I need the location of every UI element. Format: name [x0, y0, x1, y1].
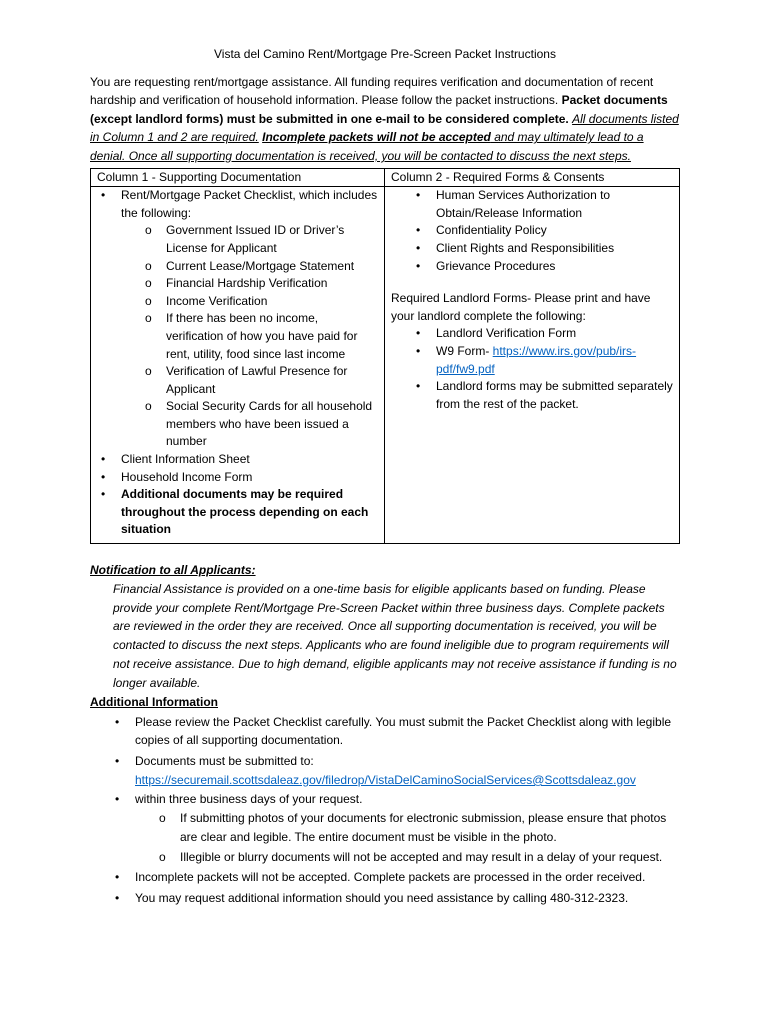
- list-item: • Confidentiality Policy: [391, 222, 673, 240]
- landlord-list: [391, 325, 673, 413]
- w9-label: W9 Form-: [436, 343, 493, 358]
- checklist-label: Rent/Mortgage Packet Checklist, which includes the following:: [121, 188, 378, 220]
- col1-cell: [91, 187, 385, 544]
- checklist-sublist: [97, 222, 378, 451]
- photo-sublist: [90, 809, 680, 867]
- additional-info-list: [90, 713, 680, 908]
- col2-header: Column 2 - Required Forms & Consents: [385, 168, 680, 187]
- w9-form-link[interactable]: https://www.irs.gov/pub/irs-pdf/fw9.pdf: [436, 343, 637, 376]
- list-item: • Client Rights and Responsibilities: [391, 240, 673, 258]
- list-item: • Human Services Authorization to Obtain/Release Information: [391, 187, 673, 222]
- deadline-text: within three business days of your request.: [135, 792, 363, 807]
- notification-heading: Notification to all Applicants:: [90, 563, 256, 578]
- intro-required-text: All documents listed in Column 1 and 2 are required.: [90, 111, 679, 145]
- additional-info-heading: Additional Information: [90, 695, 218, 710]
- list-item: o Income Verification: [97, 293, 378, 311]
- col1-list: [97, 187, 378, 539]
- list-item: • Landlord Verification Form: [391, 325, 673, 343]
- list-item: • Incomplete packets will not be accepted. Complete packets are processed in the order received.: [90, 868, 680, 886]
- table-body-row: [91, 187, 680, 544]
- list-item: o Illegible or blurry documents will not be accepted and may result in a delay of your request.: [90, 848, 680, 867]
- secure-email-link[interactable]: https://securemail.scottsdaleaz.gov/filedrop/VistaDelCaminoSocialServices@Scottsdaleaz.gov: [135, 772, 636, 787]
- list-item: o If there has been no income, verification of how you have paid for rent, utility, food since last income: [97, 310, 378, 363]
- list-item: o Verification of Lawful Presence for Applicant: [97, 363, 378, 398]
- intro-denial-text: and may ultimately lead to a denial. Once all supporting documentation is received, you will be contacted to discuss the next steps.: [90, 130, 644, 163]
- landlord-forms-intro: Required Landlord Forms- Please print and have your landlord complete the following:: [391, 291, 651, 323]
- list-item: o Current Lease/Mortgage Statement: [97, 258, 378, 276]
- list-item: o Social Security Cards for all household members who have been issued a number: [97, 398, 378, 451]
- requirements-table: [90, 168, 680, 544]
- list-item: [90, 752, 680, 789]
- intro-incomplete-text: Incomplete packets will not be accepted: [262, 130, 491, 145]
- intro-paragraph: [90, 73, 680, 166]
- list-item: o Financial Hardship Verification: [97, 275, 378, 293]
- list-item: • Please review the Packet Checklist carefully. You must submit the Packet Checklist along with legible copies of all supporting documentation.: [90, 713, 680, 750]
- list-item: o If submitting photos of your documents for electronic submission, please ensure that photos are clear and legible. The entire document must be visible in the photo.: [90, 809, 680, 848]
- col1-header: Column 1 - Supporting Documentation: [91, 168, 385, 187]
- submit-label: Documents must be submitted to:: [135, 754, 314, 769]
- list-item: [97, 187, 378, 451]
- list-item: [391, 343, 673, 378]
- notification-body: Financial Assistance is provided on a one-time basis for eligible applicants based on funding. Please provide your complete Rent/Mortgage Pre-Screen Packet within three business days. Complete packets are reviewed in the order they are received. Once all supporting documentation is received, you will be contacted to discuss the next steps. Applicants who are found ineligible due to program requirements will not receive assistance. Due to high demand, eligible applicants may not receive assistance if funding is no longer available.: [113, 581, 677, 691]
- list-item: • Household Income Form: [97, 469, 378, 487]
- col2-list: [391, 187, 673, 275]
- additional-docs-text: Additional documents may be required throughout the process depending on each situation: [121, 487, 369, 537]
- document-title: Vista del Camino Rent/Mortgage Pre-Screen Packet Instructions: [214, 47, 556, 61]
- intro-text: You are requesting rent/mortgage assistance. All funding requires verification and documentation of recent hardship and verification of household information. Please follow the packet instructions.: [90, 74, 654, 108]
- list-item: • Grievance Procedures: [391, 258, 673, 276]
- list-item: • You may request additional information should you need assistance by calling 480-312-2323.: [90, 889, 680, 907]
- list-item: • Landlord forms may be submitted separately from the rest of the packet.: [391, 378, 673, 413]
- col2-cell: [385, 187, 680, 544]
- intro-bold-text: Packet documents (except landlord forms) must be submitted in one e-mail to be considered complete.: [90, 93, 668, 126]
- list-item: o Government Issued ID or Driver’s License for Applicant: [97, 222, 378, 257]
- table-header-row: [91, 168, 680, 187]
- list-item: • Client Information Sheet: [97, 451, 378, 469]
- list-item: [90, 790, 680, 867]
- list-item: [97, 486, 378, 539]
